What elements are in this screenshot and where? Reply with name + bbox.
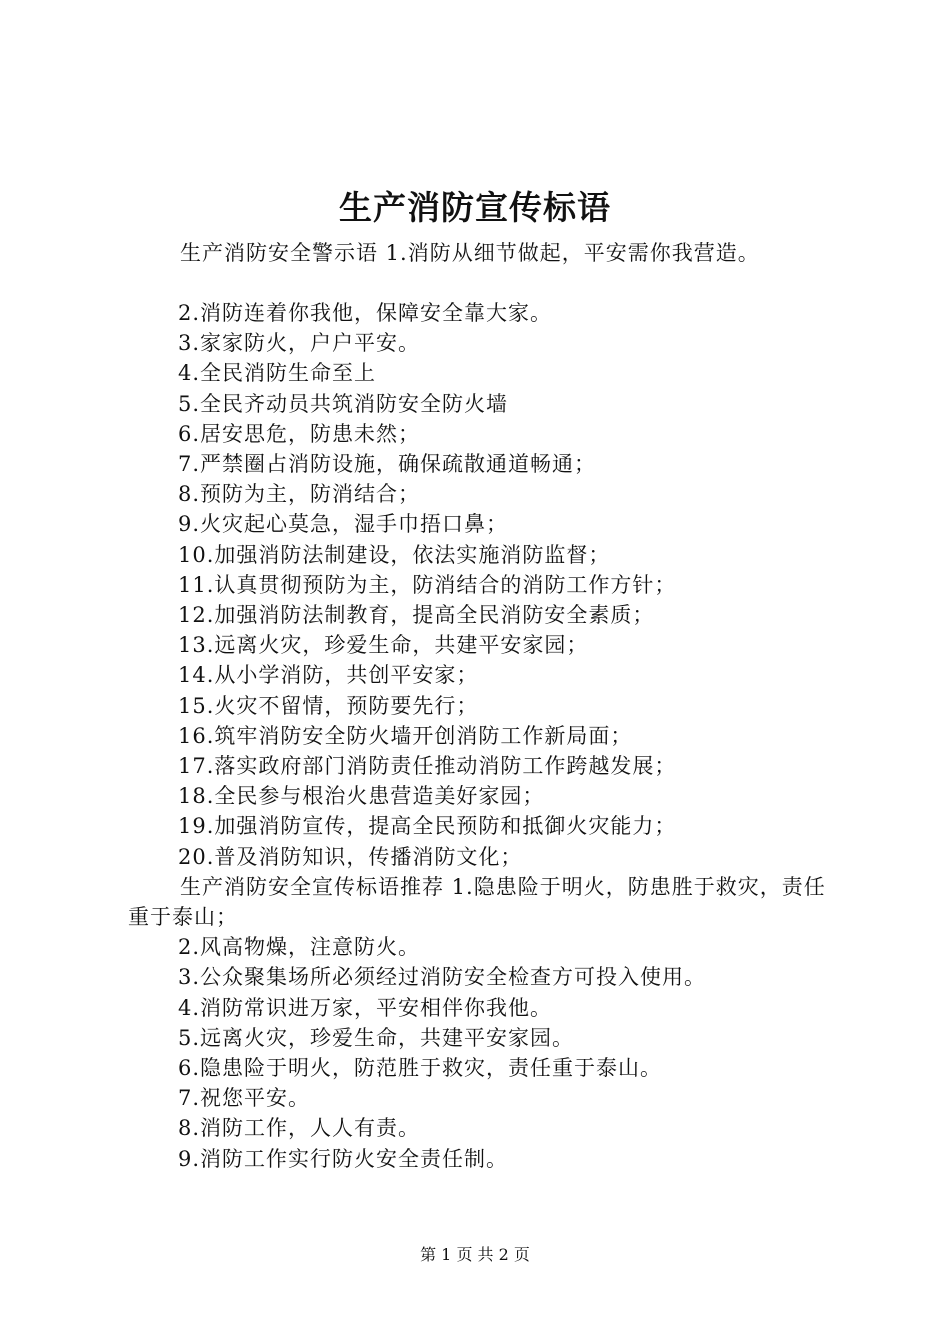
list-item: 11.认真贯彻预防为主，防消结合的消防工作方针；	[178, 572, 677, 597]
list-item: 6.居安思危，防患未然；	[178, 421, 421, 446]
list-item: 7.严禁圈占消防设施，确保疏散通道畅通；	[178, 452, 597, 477]
list-item: 14.从小学消防，共创平安家；	[178, 663, 479, 688]
list-item: 16.筑牢消防安全防火墙开创消防工作新局面；	[178, 723, 633, 748]
list-item: 8.预防为主，防消结合；	[178, 482, 421, 507]
page-footer: 第 1 页 共 2 页	[420, 1245, 530, 1264]
list-item: 19.加强消防宣传，提高全民预防和抵御火灾能力；	[178, 814, 677, 839]
list-item: 17.落实政府部门消防责任推动消防工作跨越发展；	[178, 754, 677, 779]
list-item: 3.公众聚集场所必须经过消防安全检查方可投入使用。	[178, 965, 707, 990]
list-item: 3.家家防火，户户平安。	[178, 331, 421, 356]
list-item: 4.全民消防生命至上	[178, 361, 377, 386]
list-item: 20.普及消防知识，传播消防文化；	[178, 844, 523, 869]
intro-paragraph: 生产消防安全警示语 1.消防从细节做起，平安需你我营造。	[180, 241, 760, 265]
list-item: 12.加强消防法制教育，提高全民消防安全素质；	[178, 603, 655, 628]
list-item: 18.全民参与根治火患营造美好家园；	[178, 784, 545, 809]
slogan-list	[128, 298, 828, 1174]
list-item: 7.祝您平安。	[178, 1086, 311, 1111]
list-item: 9.火灾起心莫急，湿手巾捂口鼻；	[178, 512, 509, 537]
list-item: 13.远离火灾，珍爱生命，共建平安家园；	[178, 633, 589, 658]
section2-intro-paragraph: 生产消防安全宣传标语推荐 1.隐患险于明火，防患胜于救灾，责任重于泰山；	[128, 874, 826, 930]
list-item: 4.消防常识进万家，平安相伴你我他。	[178, 995, 553, 1020]
list-item: 5.全民齐动员共筑消防安全防火墙	[178, 391, 509, 416]
list-item: 6.隐患险于明火，防范胜于救灾，责任重于泰山。	[178, 1056, 663, 1081]
list-item: 2.风高物燥，注意防火。	[178, 935, 421, 960]
list-item: 5.远离火灾，珍爱生命，共建平安家园。	[178, 1025, 575, 1050]
list-item: 9.消防工作实行防火安全责任制。	[178, 1146, 509, 1171]
document-title: 生产消防宣传标语	[339, 188, 611, 227]
list-item: 15.火灾不留情，预防要先行；	[178, 693, 479, 718]
list-item: 10.加强消防法制建设，依法实施消防监督；	[178, 542, 611, 567]
list-item: 8.消防工作，人人有责。	[178, 1116, 421, 1141]
list-item: 2.消防连着你我他，保障安全靠大家。	[178, 301, 553, 325]
